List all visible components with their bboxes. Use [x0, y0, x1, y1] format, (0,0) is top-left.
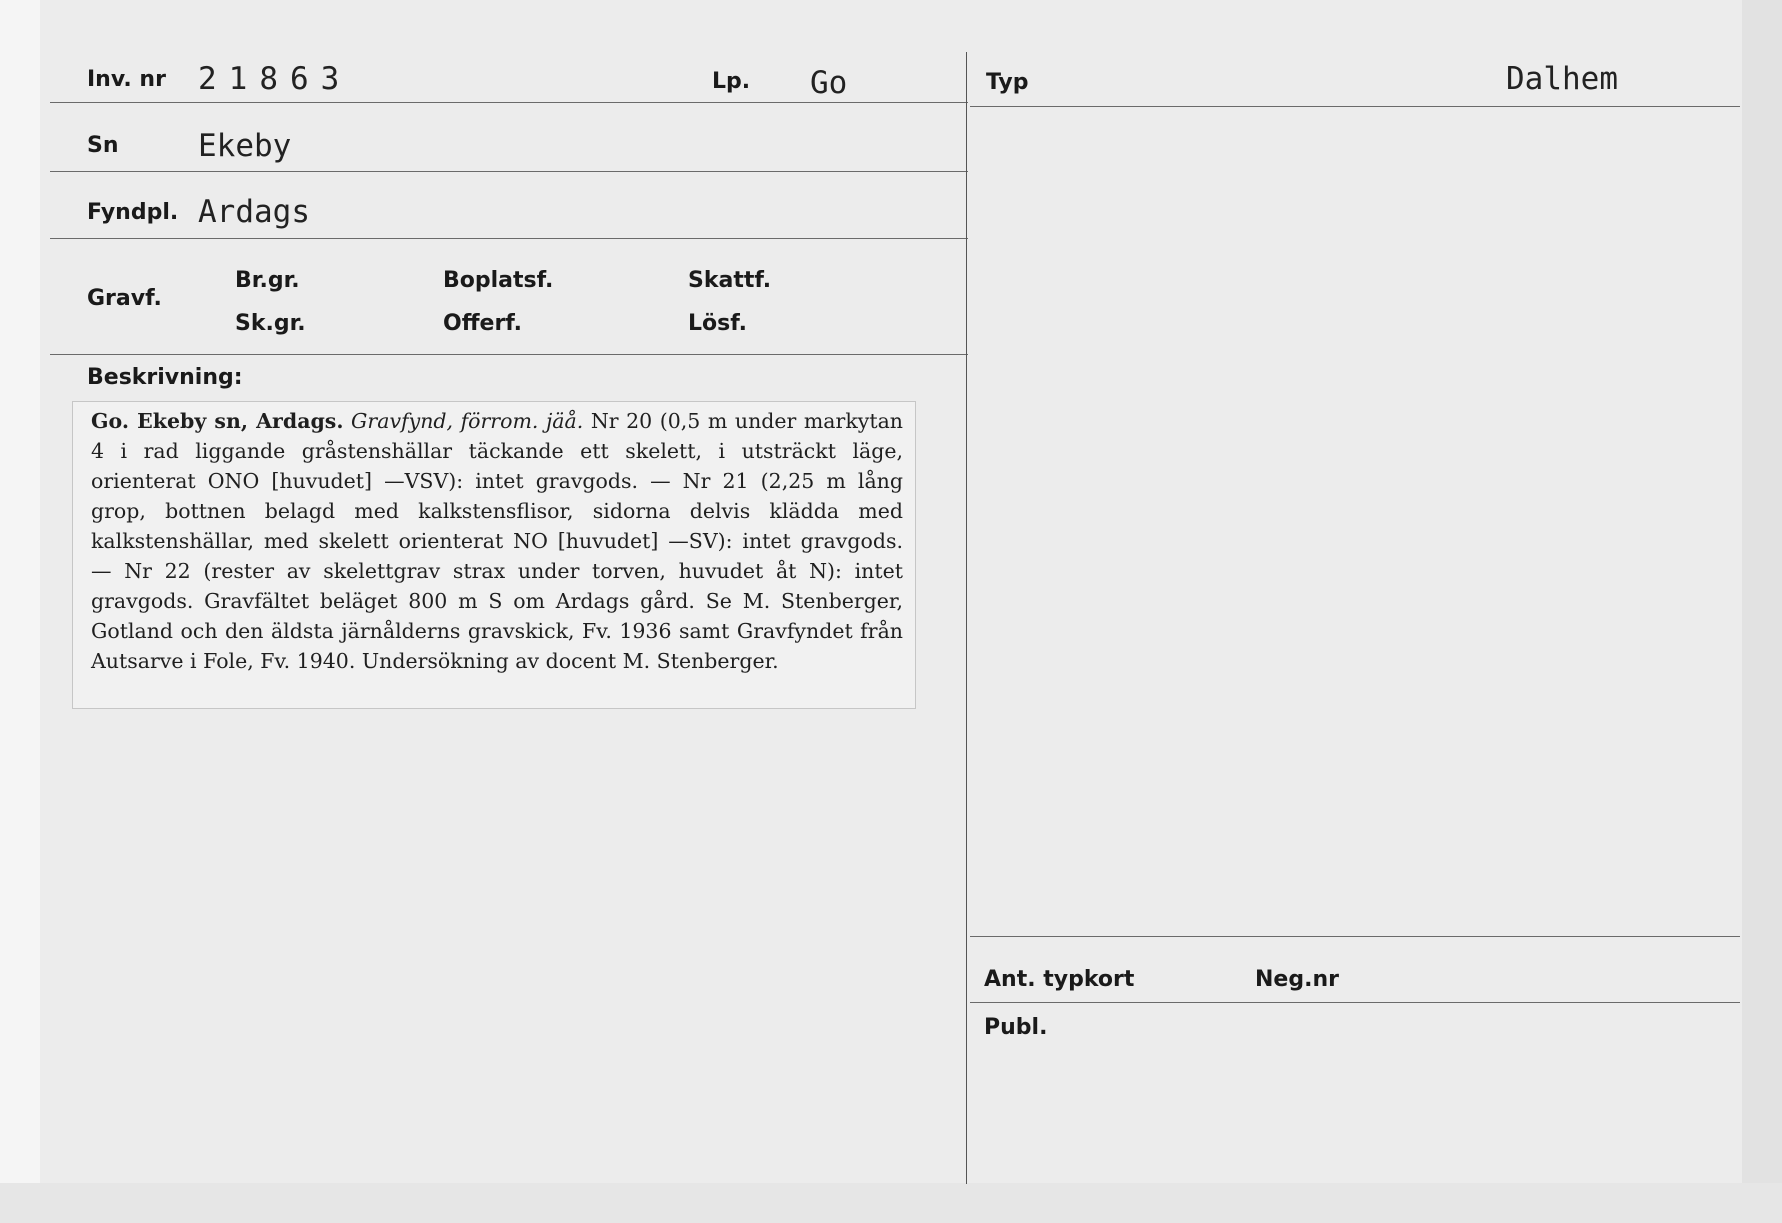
losf-label: Lösf. — [688, 311, 747, 336]
publ-label: Publ. — [984, 1015, 1048, 1040]
description-lead: Go. Ekeby sn, Ardags. — [91, 409, 344, 433]
description-slip — [72, 401, 916, 709]
fyndpl-label: Fyndpl. — [87, 200, 179, 225]
scan-edge-right — [1742, 0, 1782, 1223]
rule-ant-typkort-top — [970, 936, 1740, 937]
lp-value: Go — [810, 65, 848, 101]
column-divider — [966, 52, 967, 1184]
gravf-label: Gravf. — [87, 286, 162, 311]
description-category: Gravfynd, förrom. jäå. — [351, 409, 584, 433]
fyndpl-value: Ardags — [198, 194, 310, 230]
sn-value: Ekeby — [198, 128, 292, 164]
inv-nr-value: 21863 — [198, 61, 352, 97]
scan-edge-bottom — [0, 1183, 1782, 1223]
rule-fyndpl — [50, 238, 968, 239]
boplatsf-label: Boplatsf. — [443, 268, 554, 293]
ant-typkort-label: Ant. typkort — [984, 967, 1135, 992]
lp-label: Lp. — [712, 69, 751, 94]
typ-value: Dalhem — [1506, 61, 1618, 97]
sk-gr-label: Sk.gr. — [235, 311, 306, 336]
description-body: Nr 20 (0,5 m under markytan 4 i rad liggande gråstenshällar täckande ett skelett, i utsträckt läge, orienterat ONO [huvudet] —VSV): intet gravgods. — Nr 21 (2,25 m lång grop, bottnen belagd med kalkstensflisor, sidorna delvis klädda med kalkstenshällar, med skelett orienterat NO [huvudet] —SV): intet gravgods. — Nr 22 (rester av skelettgrav strax under torven, huvudet åt N): intet gravgods. Gravfältet beläget 800 m S om Ardags gård. Se M. Stenberger, Gotland och den äldsta järnålderns gravskick, Fv. 1936 samt Gravfyndet från Autsarve i Fole, Fv. 1940. Undersökning av docent M. Stenberger. — [91, 409, 903, 673]
offerf-label: Offerf. — [443, 311, 523, 336]
rule-inv — [50, 102, 968, 103]
rule-typ — [970, 106, 1740, 107]
typ-label: Typ — [986, 70, 1029, 95]
beskrivning-label: Beskrivning: — [87, 365, 243, 390]
skattf-label: Skattf. — [688, 268, 772, 293]
rule-ant-typkort-bottom — [970, 1002, 1740, 1003]
sn-label: Sn — [87, 133, 119, 158]
neg-nr-label: Neg.nr — [1255, 967, 1339, 992]
rule-sn — [50, 171, 968, 172]
br-gr-label: Br.gr. — [235, 268, 300, 293]
rule-gravf — [50, 354, 968, 355]
inv-nr-label: Inv. nr — [87, 67, 166, 92]
